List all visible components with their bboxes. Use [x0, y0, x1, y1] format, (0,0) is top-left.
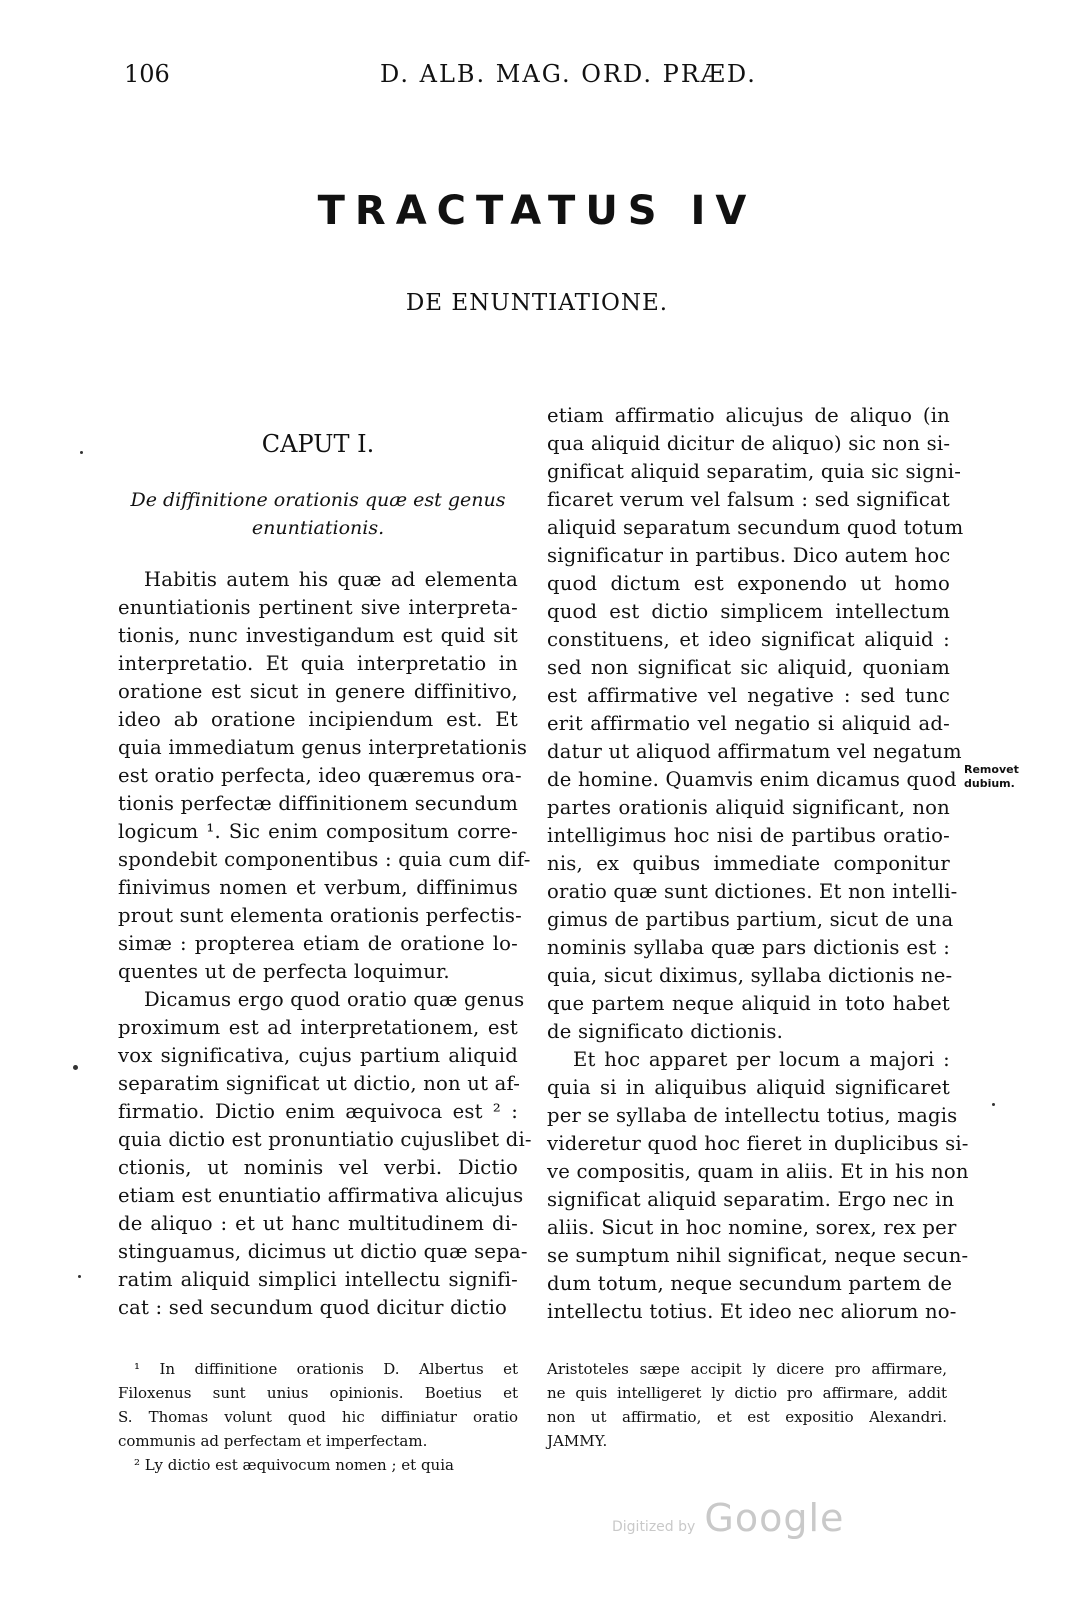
- chapter-subheading-line: De diffinitione orationis quæ est genus: [130, 489, 506, 511]
- footnote-line: Filoxenus sunt unius opinionis. Boetius et: [118, 1384, 518, 1402]
- body-text-line: de homine. Quamvis enim dicamus quod: [547, 768, 957, 791]
- body-text-line: oratione est sicut in genere diffinitivo,: [118, 680, 518, 703]
- body-text-line: est oratio perfecta, ideo quæremus ora-: [118, 764, 522, 787]
- treatise-title: TRACTATUS IV: [317, 188, 757, 234]
- chapter-subheading: [118, 486, 518, 542]
- margin-note-line: Removet: [964, 763, 1019, 776]
- running-head: D. ALB. MAG. ORD. PRÆD.: [380, 60, 757, 88]
- body-text-line: logicum ¹. Sic enim compositum corre-: [118, 820, 518, 843]
- body-text-line: nis, ex quibus immediate componitur: [547, 852, 950, 875]
- body-text-line: proximum est ad interpretationem, est: [118, 1016, 518, 1039]
- body-text-line: ctionis, ut nominis vel verbi. Dictio: [118, 1156, 518, 1179]
- body-text-line: ideo ab oratione incipiendum est. Et: [118, 708, 518, 731]
- body-text-line: tionis, nunc investigandum est quid sit: [118, 624, 518, 647]
- print-speck: [992, 1103, 995, 1106]
- body-text-line: interpretatio. Et quia interpretatio in: [118, 652, 518, 675]
- body-text-line: datur ut aliquod affirmatum vel negatum: [547, 740, 962, 763]
- footnotes-right: [547, 1357, 947, 1453]
- body-text-line: Habitis autem his quæ ad elementa: [144, 568, 518, 591]
- footnote-line: Aristoteles sæpe accipit ly dicere pro affirmare,: [547, 1360, 947, 1378]
- body-text-line: intellectu totius. Et ideo nec aliorum no-: [547, 1300, 957, 1323]
- body-text-line: de significato dictionis.: [547, 1020, 784, 1043]
- body-text-line: Et hoc apparet per locum a majori :: [573, 1048, 950, 1071]
- body-text-line: aliquid separatum secundum quod totum: [547, 516, 964, 539]
- body-text-line: significatur in partibus. Dico autem hoc: [547, 544, 951, 567]
- footnote-line: JAMMY.: [547, 1432, 608, 1450]
- body-text-line: qua aliquid dicitur de aliquo) sic non si-: [547, 432, 951, 455]
- body-text-line: ve compositis, quam in aliis. Et in his non: [547, 1160, 969, 1183]
- body-text-line: separatim significat ut dictio, non ut af-: [118, 1072, 521, 1095]
- body-text-line: etiam est enuntiatio affirmativa alicujus: [118, 1184, 524, 1207]
- print-speck: [73, 1065, 78, 1070]
- body-text-line: se sumptum nihil significat, neque secun-: [547, 1244, 969, 1267]
- body-text-line: spondebit componentibus : quia cum dif-: [118, 848, 531, 871]
- chapter-subheading-line: enuntiationis.: [251, 517, 385, 539]
- body-text-line: stinguamus, dicimus ut dictio quæ sepa-: [118, 1240, 528, 1263]
- body-text-line: simæ : propterea etiam de oratione lo-: [118, 932, 518, 955]
- footnote-line: ¹ In diffinitione orationis D. Albertus et: [134, 1360, 518, 1378]
- body-text-line: finivimus nomen et verbum, diffinimus: [118, 876, 518, 899]
- footnote-line: non ut affirmatio, et est expositio Alexandri.: [547, 1408, 947, 1426]
- body-text-line: partes orationis aliquid significant, non: [547, 796, 950, 819]
- google-logo: Google: [704, 1496, 845, 1540]
- margin-note-line: dubium.: [964, 777, 1015, 790]
- body-text-line: quia immediatum genus interpretationis: [118, 736, 528, 759]
- body-text-line: erit affirmatio vel negatio si aliquid ad-: [547, 712, 950, 735]
- print-speck: [78, 1275, 81, 1278]
- body-text-line: significat aliquid separatim. Ergo nec in: [547, 1188, 955, 1211]
- body-text-line: enuntiationis pertinent sive interpreta-: [118, 596, 518, 619]
- page-number: 106: [124, 60, 170, 88]
- margin-note: [964, 763, 1019, 791]
- body-text-line: de aliquo : et ut hanc multitudinem di-: [118, 1212, 518, 1235]
- body-text-line: oratio quæ sunt dictiones. Et non intelli-: [547, 880, 958, 903]
- body-text-line: videretur quod hoc fieret in duplicibus si-: [547, 1132, 969, 1155]
- body-text-line: sed non significat sic aliquid, quoniam: [547, 656, 950, 679]
- body-text-line: est affirmative vel negative : sed tunc: [547, 684, 950, 707]
- footnote-line: ne quis intelligeret ly dictio pro affirmare, addit: [547, 1384, 947, 1402]
- body-text-line: firmatio. Dictio enim æquivoca est ² :: [118, 1100, 518, 1123]
- body-text-line: etiam affirmatio alicujus de aliquo (in: [547, 404, 950, 427]
- body-text-line: intelligimus hoc nisi de partibus oratio-: [547, 824, 950, 847]
- body-text-line: que partem neque aliquid in toto habet: [547, 992, 950, 1015]
- body-text-line: per se syllaba de intellectu totius, magis: [547, 1104, 958, 1127]
- body-text-line: dum totum, neque secundum partem de: [547, 1272, 953, 1295]
- treatise-subtitle: DE ENUNTIATIONE.: [405, 290, 669, 316]
- body-text-line: vox significativa, cujus partium aliquid: [118, 1044, 518, 1067]
- body-text-line: constituens, et ideo significat aliquid :: [547, 628, 950, 651]
- body-text-line: quia dictio est pronuntiatio cujuslibet di-: [118, 1128, 532, 1151]
- footnote-line: ² Ly dictio est æquivocum nomen ; et quia: [134, 1456, 454, 1474]
- chapter-heading: CAPUT I.: [261, 430, 375, 458]
- print-speck: [80, 451, 83, 454]
- body-text-line: aliis. Sicut in hoc nomine, sorex, rex per: [547, 1216, 957, 1239]
- body-text-line: tionis perfectæ diffinitionem secundum: [118, 792, 518, 815]
- body-text-line: gimus de partibus partium, sicut de una: [547, 908, 954, 931]
- body-text-line: prout sunt elementa orationis perfectis-: [118, 904, 522, 927]
- right-column-body: [547, 402, 969, 1326]
- body-text-line: quod dictum est exponendo ut homo: [547, 572, 950, 595]
- body-text-line: quod est dictio simplicem intellectum: [547, 600, 950, 623]
- left-column-body: [118, 566, 532, 1322]
- left-column: [118, 430, 532, 1322]
- watermark-prefix: Digitized by: [612, 1519, 696, 1535]
- footnote-line: S. Thomas volunt quod hic diffiniatur oratio: [118, 1408, 518, 1426]
- body-text-line: gnificat aliquid separatim, quia sic signi-: [547, 460, 962, 483]
- right-column: [547, 402, 969, 1326]
- body-text-line: quia, sicut diximus, syllaba dictionis ne-: [547, 964, 953, 987]
- body-text-line: cat : sed secundum quod dicitur dictio: [118, 1296, 508, 1319]
- body-text-line: quia si in aliquibus aliquid significaret: [547, 1076, 950, 1099]
- footnotes-left: [118, 1357, 518, 1477]
- footnote-line: communis ad perfectam et imperfectam.: [118, 1432, 428, 1450]
- body-text-line: ratim aliquid simplici intellectu signifi-: [118, 1268, 518, 1291]
- body-text-line: ficaret verum vel falsum : sed significat: [547, 488, 950, 511]
- body-text-line: quentes ut de perfecta loquimur.: [118, 960, 450, 983]
- body-text-line: nominis syllaba quæ pars dictionis est :: [547, 936, 950, 959]
- digitized-watermark: [612, 1496, 844, 1540]
- body-text-line: Dicamus ergo quod oratio quæ genus: [144, 988, 525, 1011]
